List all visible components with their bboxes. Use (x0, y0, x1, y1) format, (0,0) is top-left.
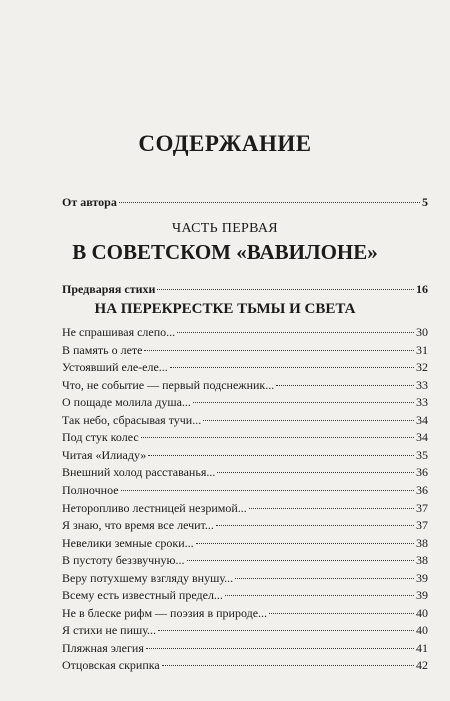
toc-entry (62, 411, 428, 429)
dot-leader (216, 525, 414, 526)
toc-entry (62, 341, 428, 359)
dot-leader (121, 490, 414, 491)
toc-entry-page: 31 (416, 342, 428, 357)
toc-entry (62, 534, 428, 552)
toc-entry-title: Внешний холод расставанья... (62, 465, 216, 480)
dot-leader (235, 578, 414, 579)
dot-leader (157, 289, 414, 290)
toc-entry (62, 358, 428, 376)
toc-entry-page: 39 (416, 570, 428, 585)
dot-leader (203, 420, 414, 421)
toc-entry (62, 323, 428, 341)
toc-entry (62, 463, 428, 481)
toc-entry-title: Невелики земные сроки... (62, 535, 194, 550)
dot-leader (119, 202, 420, 203)
toc-entry-page: 35 (416, 447, 428, 462)
toc-entry-title: Предваряя стихи (62, 282, 156, 296)
dot-leader (146, 648, 414, 649)
toc-entry-title: В пустоту беззвучную... (62, 553, 185, 568)
toc-entry-title: Устоявший еле-еле... (62, 360, 168, 375)
part-title: В СОВЕТСКОМ «ВАВИЛОНЕ» (72, 240, 378, 264)
toc-entry-page: 38 (416, 535, 428, 550)
toc-entry-page: 32 (416, 360, 428, 375)
toc-entry-title: Так небо, сбрасывая тучи... (62, 412, 202, 427)
toc-entry (62, 393, 428, 411)
dot-leader (249, 508, 414, 509)
toc-entry-page: 5 (422, 195, 428, 209)
toc-entry-page: 36 (416, 465, 428, 480)
dot-leader (177, 332, 414, 333)
toc-entry-page: 33 (416, 395, 428, 410)
page-title: СОДЕРЖАНИЕ (138, 131, 312, 156)
toc-entry-title: Не спрашивая слепо... (62, 325, 176, 339)
toc-entry (62, 586, 428, 604)
dot-leader (170, 367, 414, 368)
toc-entry-title: Под стук колес (62, 430, 139, 445)
dot-leader (217, 472, 414, 473)
dot-leader (148, 455, 414, 456)
toc-entry-title: Читая «Илиаду» (62, 447, 147, 462)
toc-entry (62, 569, 428, 587)
toc-entry (62, 604, 428, 622)
toc-entry-title: Я стихи не пишу... (62, 623, 157, 638)
toc-entry-page: 33 (416, 377, 428, 392)
dot-leader (276, 385, 414, 386)
toc-entry (62, 551, 428, 569)
toc-entry-title: Веру потухшему взгляду внушу... (62, 570, 234, 585)
toc-entry (62, 499, 428, 517)
dot-leader (225, 595, 414, 596)
toc-entry-title: От автора (62, 195, 117, 209)
dot-leader (158, 630, 414, 631)
toc-entry-intro (62, 193, 428, 211)
toc-entry-title: В память о лете (62, 342, 143, 357)
toc-entry-title: Полночное (62, 482, 119, 497)
toc-entry-page: 38 (416, 553, 428, 568)
toc-entry (62, 516, 428, 534)
toc-entry-page: 40 (416, 623, 428, 638)
toc-entry-title: Пляжная элегия (62, 640, 144, 655)
dot-leader (162, 665, 414, 666)
dot-leader (196, 543, 414, 544)
toc-entry (62, 376, 428, 394)
toc-entry (62, 639, 428, 657)
toc-entry (62, 481, 428, 499)
toc-entry (62, 428, 428, 446)
toc-entry-page: 40 (416, 605, 428, 620)
toc-entry-page: 30 (416, 325, 428, 339)
toc-entry-title: Всему есть известный предел... (62, 588, 223, 603)
toc-entry-page: 42 (416, 658, 428, 673)
toc-entry-preface (62, 280, 428, 298)
toc-entry-title: Не в блеске рифм — поэзия в природе... (62, 605, 268, 620)
toc-entry-title: Я знаю, что время все лечит... (62, 518, 214, 533)
toc-entry-title: Неторопливо лестницей незримой... (62, 500, 247, 515)
toc-entry-title: О пощаде молила душа... (62, 395, 191, 410)
toc-entry-page: 16 (416, 282, 428, 296)
dot-leader (187, 560, 415, 561)
part-label: ЧАСТЬ ПЕРВАЯ (172, 221, 278, 236)
toc-entry-page: 37 (416, 518, 428, 533)
toc-entry-page: 41 (416, 640, 428, 655)
dot-leader (269, 613, 414, 614)
toc-entry (62, 446, 428, 464)
toc-entry-page: 39 (416, 588, 428, 603)
section-title: НА ПЕРЕКРЕСТКЕ ТЬМЫ И СВЕТА (94, 301, 356, 317)
toc-entry-page: 34 (416, 430, 428, 445)
toc-entry-title: Что, не событие — первый подснежник... (62, 377, 275, 392)
toc-entry (62, 656, 428, 674)
toc-entry-page: 37 (416, 500, 428, 515)
toc-entry-page: 36 (416, 482, 428, 497)
dot-leader (141, 437, 414, 438)
toc-entry-title: Отцовская скрипка (62, 658, 160, 673)
dot-leader (144, 350, 414, 351)
toc-entry (62, 621, 428, 639)
dot-leader (193, 402, 414, 403)
toc-entry-page: 34 (416, 412, 428, 427)
